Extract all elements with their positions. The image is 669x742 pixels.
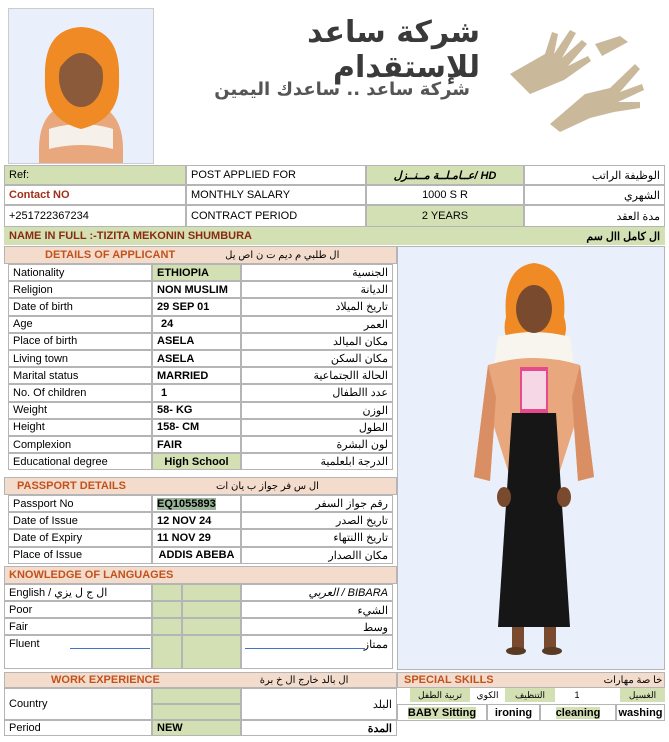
period-label: Period <box>4 720 152 736</box>
skill-ar-item-text: الغسيل <box>628 689 657 700</box>
passport-value <box>152 495 241 512</box>
applicant-label <box>8 298 152 315</box>
skill-ar-item <box>562 688 592 702</box>
applicant-value <box>152 264 241 281</box>
country-value-2 <box>152 704 241 720</box>
applicant-value-text: MARRIED <box>157 369 209 382</box>
applicant-label-text: Height <box>13 421 45 434</box>
lang-col-2 <box>182 584 241 601</box>
contract-label: CONTRACT PERIOD <box>186 205 366 227</box>
passport-value <box>152 547 241 564</box>
language-en-check <box>152 601 182 618</box>
applicant-value-ar <box>241 402 393 419</box>
passport-value-ar <box>241 547 393 564</box>
applicant-label <box>8 436 152 453</box>
applicant-value-ar-text: الطول <box>358 421 388 434</box>
passport-label-text: Place of Issue <box>13 549 83 562</box>
passport-value <box>152 512 241 529</box>
passport-value-ar <box>241 529 393 546</box>
applicant-value-ar-text: مكان الميالد <box>332 335 388 348</box>
applicant-value-ar-text: عدد االطفال <box>332 387 388 400</box>
skill-item <box>487 704 540 721</box>
applicant-value-ar-text: الدرجة ابلعلمية <box>320 456 388 469</box>
applicant-label-text: Place of birth <box>13 335 78 348</box>
applicant-label-text: Educational degree <box>13 455 108 468</box>
languages-ar-header: BIBARA / العربي <box>241 584 393 601</box>
applicant-photo-small <box>8 8 154 164</box>
applicant-value-text: 29 SEP 01 <box>157 300 210 313</box>
applicant-label <box>8 384 152 401</box>
special-skills-header: SPECIAL SKILLS خا صة مهارات <box>397 672 665 688</box>
applicant-label <box>8 419 152 436</box>
work-experience-header: WORK EXPERIENCE ال بالد خارج ال خ برة <box>4 672 397 688</box>
language-ar-check <box>182 601 241 618</box>
passport-label <box>8 495 152 512</box>
applicant-value <box>152 333 241 350</box>
skill-ar-item <box>470 688 505 702</box>
applicant-label <box>8 350 152 367</box>
country-value-1 <box>152 688 241 704</box>
languages-header: KNOWLEDGE OF LANGUAGES <box>4 566 397 584</box>
languages-en-header: English / ال ج ل يزي <box>4 584 152 601</box>
applicant-value <box>152 367 241 384</box>
passport-value <box>152 529 241 546</box>
fluent-underline <box>70 648 150 649</box>
passport-label-text: Passport No <box>13 497 74 510</box>
applicant-label-text: Living town <box>13 352 69 365</box>
period-value: NEW <box>152 720 241 736</box>
salary-value: 1000 S R <box>366 185 524 205</box>
applicant-value-text: ASELA <box>157 335 195 348</box>
passport-label <box>8 547 152 564</box>
skill-ar-item <box>620 688 665 702</box>
skill-ar-item <box>505 688 555 702</box>
passport-value-ar-text: مكان االصدار <box>328 549 388 562</box>
applicant-label <box>8 402 152 419</box>
applicant-value-text: 24 <box>161 318 174 331</box>
applicant-value-ar-text: لون البشرة <box>336 439 388 452</box>
country-label: Country <box>4 688 152 720</box>
applicant-value-ar <box>241 453 393 470</box>
skill-item <box>540 704 616 721</box>
passport-value-text: 12 NOV 24 <box>157 514 212 527</box>
applicant-label-text: Date of birth <box>13 300 73 313</box>
full-name-ar: ال كامل اال سم <box>586 230 660 243</box>
language-en-check <box>152 618 182 635</box>
post-value: عــامـلــة مــنــزل/ HD <box>366 165 524 185</box>
applicant-label-text: Religion <box>13 283 53 296</box>
language-level-label-text: Poor <box>9 604 33 616</box>
skill-ar-item-text: تربية الطفل <box>417 689 462 700</box>
skill-item <box>397 704 487 721</box>
fluent-underline-ar <box>245 648 365 649</box>
language-level-label <box>4 601 152 618</box>
skill-item-text: BABY Sitting <box>407 706 477 719</box>
applicant-details-header: DETAILS OF APPLICANT ال طلبي م ديم ت ن اص يل <box>4 246 397 264</box>
applicant-value-text: 158- CM <box>157 421 200 434</box>
passport-details-header: PASSPORT DETAILS ال س فر جواز ب يان ات <box>4 477 397 495</box>
applicant-value <box>152 436 241 453</box>
applicant-label-text: Age <box>13 318 33 331</box>
applicant-label-text: Marital status <box>13 369 79 382</box>
period-ar: المدة <box>241 720 397 736</box>
language-level-ar <box>241 601 393 618</box>
contract-ar: مدة العقد <box>524 205 665 227</box>
applicant-value <box>152 298 241 315</box>
applicant-label <box>8 333 152 350</box>
skill-ar-item-text: التنظيف <box>514 689 546 700</box>
contract-value: 2 YEARS <box>366 205 524 227</box>
lang-col-1 <box>152 584 182 601</box>
skill-item-text: washing <box>618 706 663 719</box>
applicant-value <box>152 384 241 401</box>
applicant-value-ar <box>241 367 393 384</box>
passport-value-ar <box>241 495 393 512</box>
applicant-value-ar <box>241 350 393 367</box>
skill-item-text: cleaning <box>555 706 601 719</box>
passport-label-text: Date of Expiry <box>13 531 83 544</box>
applicant-label-text: Nationality <box>13 266 65 279</box>
applicant-label-text: Weight <box>13 404 48 417</box>
applicant-label <box>8 316 152 333</box>
applicant-value-ar <box>241 298 393 315</box>
applicant-value <box>152 316 241 333</box>
full-name: NAME IN FULL :-TIZITA MEKONIN SHUMBURA <box>4 227 665 245</box>
hands-icon <box>490 14 650 132</box>
applicant-value-text: High School <box>164 455 229 468</box>
language-ar-check <box>182 635 241 669</box>
language-level-ar <box>241 635 393 669</box>
passport-label <box>8 529 152 546</box>
applicant-value-text: FAIR <box>157 438 183 451</box>
company-name: شركة ساعد للإستقدام <box>307 15 480 85</box>
passport-value-ar-text: تاريخ الصدر <box>336 515 388 528</box>
passport-value-text: ADDIS ABEBA <box>158 549 235 562</box>
applicant-value <box>152 350 241 367</box>
language-en-check <box>152 635 182 669</box>
applicant-label <box>8 367 152 384</box>
applicant-label <box>8 281 152 298</box>
salary-label: MONTHLY SALARY <box>186 185 366 205</box>
applicant-value-ar <box>241 264 393 281</box>
post-label: POST APPLIED FOR <box>186 165 366 185</box>
post-ar: الوظيفة الراتب <box>524 165 665 185</box>
applicant-value-ar <box>241 419 393 436</box>
applicant-value-ar-text: الجنسية <box>352 267 388 280</box>
applicant-label <box>8 453 152 470</box>
applicant-label <box>8 264 152 281</box>
applicant-value-ar-text: مكان السكن <box>330 353 388 366</box>
applicant-value-ar-text: الحالة االجتماعية <box>313 370 388 383</box>
applicant-value-text: ASELA <box>157 352 195 365</box>
passport-value-ar-text: تاريخ االنتهاء <box>333 532 388 545</box>
applicant-value-ar <box>241 384 393 401</box>
applicant-value-text: 1 <box>161 386 168 399</box>
applicant-value <box>152 453 241 470</box>
applicant-value-ar <box>241 281 393 298</box>
language-level-label <box>4 618 152 635</box>
salary-ar: الشهري <box>524 185 665 205</box>
language-level-ar-text: ممتاز <box>363 639 388 651</box>
applicant-value-text: ETHIOPIA <box>157 266 209 279</box>
applicant-value-ar <box>241 333 393 350</box>
ref-label: Ref: <box>4 165 186 185</box>
applicant-value <box>152 419 241 436</box>
passport-value-text: EQ1055893 <box>157 497 216 510</box>
language-level-ar-text: وسط <box>363 622 388 634</box>
skill-ar-item-text: الكوي <box>476 689 499 700</box>
applicant-value-ar-text: الديانة <box>360 284 388 297</box>
skill-ar-item <box>410 688 470 702</box>
country-ar: البلد <box>241 688 397 720</box>
applicant-value-ar <box>241 436 393 453</box>
applicant-value <box>152 402 241 419</box>
applicant-value-text: 58- KG <box>157 404 193 417</box>
passport-value-text: 11 NOV 29 <box>157 531 211 544</box>
language-level-ar <box>241 618 393 635</box>
applicant-label-text: Complexion <box>13 438 72 451</box>
language-level-ar-text: الشيء <box>357 605 388 617</box>
language-level-label-text: Fluent <box>9 638 40 650</box>
applicant-photo-full <box>397 246 665 670</box>
passport-label-text: Date of Issue <box>13 514 78 527</box>
skill-ar-item-text: 1 <box>574 690 580 700</box>
applicant-value-text: NON MUSLIM <box>157 283 228 296</box>
language-level-label <box>4 635 152 669</box>
applicant-value-ar-text: العمر <box>363 318 388 331</box>
skill-item <box>616 704 665 721</box>
applicant-value <box>152 281 241 298</box>
language-level-label-text: Fair <box>9 621 28 633</box>
applicant-label-text: No. Of children <box>13 386 87 399</box>
passport-value-ar <box>241 512 393 529</box>
applicant-value-ar-text: الوزن <box>362 404 388 417</box>
applicant-value-ar-text: تاريخ الميلاد <box>335 301 388 314</box>
contact-value: +251722367234 <box>4 205 186 227</box>
contact-label: Contact NO <box>4 185 186 205</box>
passport-value-ar-text: رقم جواز السفر <box>315 498 388 511</box>
applicant-value-ar <box>241 316 393 333</box>
passport-label <box>8 512 152 529</box>
company-slogan: شركة ساعد .. ساعدك اليمين <box>214 78 470 100</box>
skill-item-text: ironing <box>494 706 533 719</box>
language-ar-check <box>182 618 241 635</box>
